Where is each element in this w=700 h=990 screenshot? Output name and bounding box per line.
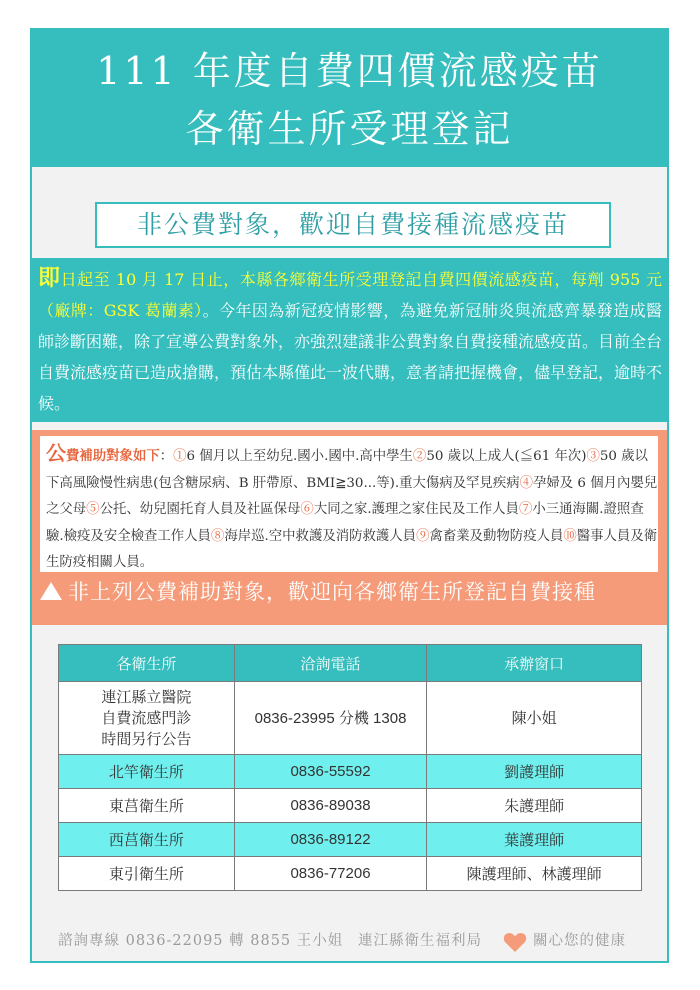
item-number: ⑨ [416,528,430,544]
intro-lead-char: 即 [38,265,61,291]
header-contact: 承辦窗口 [427,645,642,682]
station-cell: 西莒衛生所 [59,823,235,857]
footer-hotline: 諮詢專線 0836-22095 轉 8855 王小姐 [58,933,344,949]
station-cell [59,682,235,755]
contact-cell: 葉護理師 [427,823,642,857]
subsidy-paragraph [46,440,660,577]
item-text: 海岸巡.空中救護及消防救護人員 [224,528,417,544]
item-number: ② [412,449,427,464]
item-number: ⑩ [563,528,577,544]
triangle-icon [40,582,62,600]
notice-text: 非上列公費補助對象，歡迎向各鄉衛生所登記自費接種 [68,580,596,604]
subtitle-box: 非公費對象，歡迎自費接種流感疫苗 [95,202,611,248]
notice-line [40,582,660,603]
item-text: 禽畜業及動物防疫人員 [429,528,564,544]
contact-cell: 陳護理師、林護理師 [427,857,642,891]
table-row [59,857,642,891]
station-line: 自費流感門診 [101,708,192,727]
item-number: ⑥ [300,502,314,517]
station-cell: 北竿衛生所 [59,755,235,789]
contact-cell: 陳小姐 [427,682,642,755]
header-phone: 洽詢電話 [234,645,427,682]
heart-icon [503,931,527,953]
title-line-2: 各衛生所受理登記 [185,107,514,151]
phone-cell: 0836-89038 [234,789,427,823]
phone-cell: 0836-23995 分機 1308 [234,682,427,755]
item-text: 小三通海關.證照查驗.檢疫及安全檢查工作人員 [46,502,644,544]
subsidy-lead-char: 公 [46,441,66,465]
item-text: 大同之家.護理之家住民及工作人員 [313,502,519,517]
item-text: 醫事人員及衛生防疫相關人員。 [46,528,658,570]
footer-slogan: 關心您的健康 [533,933,626,949]
station-line: 時間另行公告 [101,729,192,748]
intro-paragraph [38,263,662,419]
contact-table [58,644,642,891]
subsidy-colon: ： [159,449,174,464]
table-row [59,682,642,755]
station-cell: 東莒衛生所 [59,789,235,823]
item-number: ⑦ [518,502,533,517]
item-text: 公托、幼兒園托育人員及社區保母 [99,502,301,517]
title-line-1: 111 年度自費四價流感疫苗 [96,49,603,93]
table-row [59,755,642,789]
station-cell: 東引衛生所 [59,857,235,891]
item-text: 6 個月以上至幼兒.國小.國中.高中學生 [186,449,413,464]
subsidy-items [46,449,657,570]
contact-cell: 朱護理師 [427,789,642,823]
item-number: ③ [586,449,600,464]
item-text: 孕婦及 6 個月內嬰兒之父母 [46,475,658,517]
table-row [59,789,642,823]
intro-body: 。今年因為新冠疫情影響，為避免新冠肺炎與流感齊暴發造成醫師診斷困難，除了宣導公費對象外，亦強烈建議非公費對象自費接種流感疫苗。目前全台自費流感疫苗已造成搶購，預估本縣僅此一波代購，意者請把握機會，儘早登記，逾時不候。 [38,301,663,413]
item-text: 50 歲以上成人(≦61 年次) [426,449,587,464]
intro-highlight: 日起至 10 月 17 日止，本縣各鄉衛生所受理登記自費四價流感疫苗，每劑 955 元（廠牌：GSK 葛蘭素） [38,270,662,320]
item-number: ① [173,449,187,464]
phone-cell: 0836-89122 [234,823,427,857]
item-number: ⑤ [86,502,100,517]
footer-bureau: 連江縣衛生福利局 [358,933,482,949]
table-row [59,823,642,857]
header-station: 各衛生所 [59,645,235,682]
phone-cell: 0836-55592 [234,755,427,789]
station-line: 連江縣立醫院 [101,687,192,706]
item-number: ⑧ [210,528,225,544]
contact-cell: 劉護理師 [427,755,642,789]
subsidy-lead-rest: 費補助對象如下 [66,448,160,464]
item-number: ④ [519,475,533,491]
item-text: 50 歲以下高風險慢性病患(包含糖尿病、B 肝帶原、BMI≧30...等).重大傷病及罕見疾病 [46,449,648,491]
phone-cell: 0836-77206 [234,857,427,891]
table-header-row [59,645,642,682]
